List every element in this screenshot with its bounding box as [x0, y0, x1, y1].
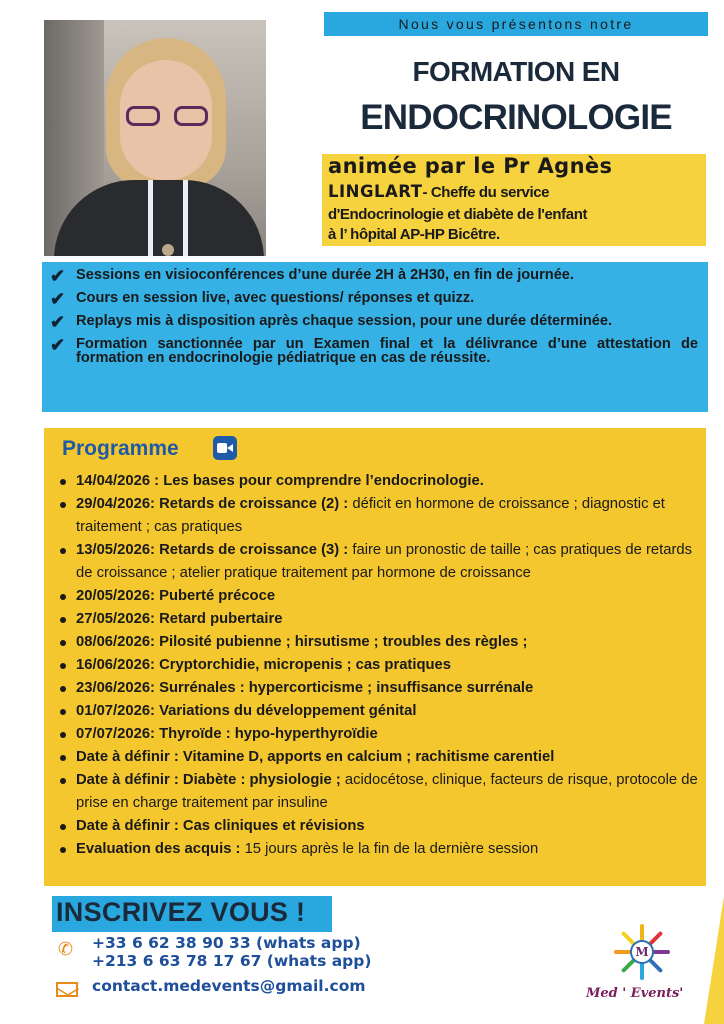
- feature-item: ✔ Sessions en visioconférences d’une durée 2H à 2H30, en fin de journée.: [50, 266, 574, 286]
- check-icon: ✔: [50, 335, 66, 355]
- corner-decoration: [704, 896, 724, 1024]
- check-icon: ✔: [50, 312, 66, 332]
- host-line-1: animée par le Pr Agnès: [328, 154, 613, 178]
- email-link[interactable]: contact.medevents@gmail.com: [92, 977, 366, 995]
- title-line-2: ENDOCRINOLOGIE: [360, 98, 672, 137]
- list-item: Date à définir : Cas cliniques et révisions: [60, 815, 700, 838]
- programme-title: Programme: [62, 437, 179, 460]
- list-item: 16/06/2026: Cryptorchidie, micropenis ; cas pratiques: [60, 654, 700, 677]
- feature-item: ✔ Replays mis à disposition après chaque session, pour une durée déterminée.: [50, 312, 613, 332]
- envelope-icon: [56, 982, 78, 997]
- list-item: 07/07/2026: Thyroïde : hypo-hyperthyroïdie: [60, 723, 700, 746]
- list-item: 29/04/2026: Retards de croissance (2) : déficit en hormone de croissance ; diagnostic et traitement ; cas pratiques: [60, 493, 700, 539]
- logo-text: Med ' Events': [586, 986, 684, 1001]
- list-item: Date à définir : Vitamine D, apports en calcium ; rachitisme carentiel: [60, 746, 700, 769]
- logo-letter: M: [630, 940, 654, 964]
- host-line-4: à l’ hôpital AP-HP Bicêtre.: [328, 226, 500, 243]
- list-item: 23/06/2026: Surrénales : hypercorticisme ; insuffisance surrénale: [60, 677, 700, 700]
- list-item: 08/06/2026: Pilosité pubienne ; hirsutisme ; troubles des règles ;: [60, 631, 700, 654]
- phone-number-1[interactable]: +33 6 62 38 90 33 (whats app): [92, 934, 361, 952]
- med-events-logo: [612, 922, 672, 982]
- feature-item: ✔ Cours en session live, avec questions/ réponses et quizz.: [50, 289, 475, 309]
- title-line-1: FORMATION EN: [412, 56, 620, 87]
- video-camera-icon: [213, 436, 237, 460]
- host-name: LINGLART: [328, 182, 423, 201]
- phone-number-2[interactable]: +213 6 63 78 17 67 (whats app): [92, 952, 372, 970]
- register-heading: INSCRIVEZ VOUS !: [56, 897, 306, 927]
- phone-icon: ✆: [58, 939, 74, 960]
- list-item: 14/04/2026 : Les bases pour comprendre l’endocrinologie.: [60, 470, 700, 493]
- programme-list: [60, 470, 700, 861]
- list-item: 01/07/2026: Variations du développement génital: [60, 700, 700, 723]
- speaker-photo: [44, 20, 266, 256]
- list-item: Date à définir : Diabète : physiologie ; acidocétose, clinique, facteurs de risque, protocole de prise en charge traitement par insuline: [60, 769, 700, 815]
- host-line-2: [328, 182, 549, 201]
- list-item: 20/05/2026: Puberté précoce: [60, 585, 700, 608]
- list-item: Evaluation des acquis : 15 jours après le la fin de la dernière session: [60, 838, 700, 861]
- host-line-3: d'Endocrinologie et diabète de l'enfant: [328, 206, 588, 223]
- check-icon: ✔: [50, 266, 66, 286]
- intro-text: Nous vous présentons notre: [398, 16, 634, 32]
- features-panel: [42, 262, 708, 412]
- feature-item: ✔ Formation sanctionnée par un Examen final et la délivrance d’une attestation de formation en endocrinologie pédiatrique en cas de réussite.: [50, 335, 698, 366]
- check-icon: ✔: [50, 289, 66, 309]
- list-item: 13/05/2026: Retards de croissance (3) : faire un pronostic de taille ; cas pratiques de retards de croissance ; atelier pratique traitement par hormone de croissance: [60, 539, 700, 585]
- list-item: 27/05/2026: Retard pubertaire: [60, 608, 700, 631]
- host-role: - Cheffe du service: [422, 184, 550, 201]
